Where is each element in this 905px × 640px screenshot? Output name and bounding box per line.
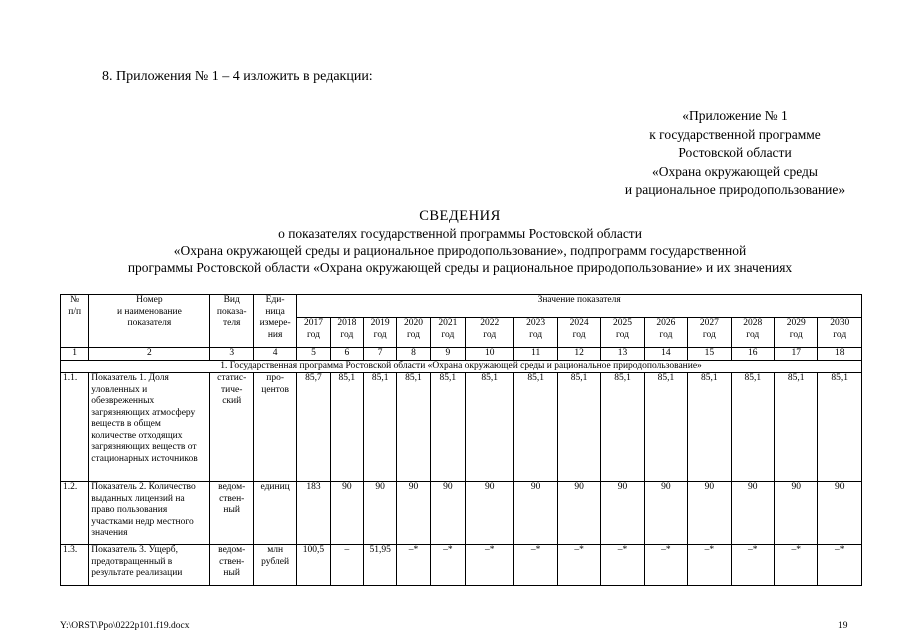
- column-number: 4: [253, 348, 296, 361]
- row-value: 90: [514, 482, 557, 545]
- header-year-word: год: [340, 329, 354, 340]
- row-value: –*: [774, 545, 817, 586]
- row-value: 85,1: [514, 373, 557, 482]
- appendix-line: Ростовской области: [678, 145, 792, 160]
- column-number: 8: [397, 348, 430, 361]
- row-value: –*: [397, 545, 430, 586]
- row-value: 90: [731, 482, 774, 545]
- table-row: [61, 545, 862, 586]
- header-year-value: 2030: [830, 318, 850, 328]
- column-number: 16: [731, 348, 774, 361]
- header-year-value: 2023: [526, 318, 546, 328]
- column-number: 15: [688, 348, 731, 361]
- table-row: [61, 373, 862, 482]
- row-value: 85,1: [363, 373, 396, 482]
- row-value: 85,1: [731, 373, 774, 482]
- header-year-value: 2024: [569, 318, 589, 328]
- heading-line: программы Ростовской области «Охрана окружающей среды и рациональное природопользование» и их значениях: [127, 260, 793, 275]
- header-year-value: 2020: [403, 318, 423, 328]
- row-value: 90: [557, 482, 600, 545]
- table-header-row: [61, 295, 862, 318]
- heading-line: о показателях государственной программы Ростовской области: [278, 226, 642, 241]
- row-indicator-name: Показатель 2. Количество выданных лицензий на право пользования участками недр местного значения: [89, 482, 210, 545]
- document-heading: [40, 208, 880, 276]
- row-value: 85,1: [688, 373, 731, 482]
- header-year-word: год: [529, 329, 543, 340]
- header-year-word: год: [406, 329, 420, 340]
- column-number: 7: [363, 348, 396, 361]
- heading-title: СВЕДЕНИЯ: [419, 208, 501, 224]
- table-row: [61, 482, 862, 545]
- appendix-line: и рациональное природопользование»: [624, 182, 846, 197]
- row-unit: млн рублей: [253, 545, 296, 586]
- row-value: 100,5: [297, 545, 330, 586]
- section-row: [61, 360, 862, 373]
- column-number: 14: [644, 348, 687, 361]
- header-values: Значение показателя: [297, 295, 862, 318]
- header-year-word: год: [659, 329, 673, 340]
- appendix-line: к государственной программе: [649, 126, 821, 142]
- column-number: 10: [465, 348, 513, 361]
- row-indicator-name: Показатель 3. Ущерб, предотвращенный в результате реализации: [89, 545, 210, 586]
- column-number: 13: [601, 348, 644, 361]
- row-value: 51,95: [363, 545, 396, 586]
- row-value: –*: [430, 545, 465, 586]
- row-unit: про- центов: [253, 373, 296, 482]
- column-number: 11: [514, 348, 557, 361]
- row-number: 1.1.: [61, 373, 89, 482]
- row-value: 85,1: [644, 373, 687, 482]
- header-year-value: 2019: [370, 318, 390, 328]
- column-number: 2: [89, 348, 210, 361]
- row-value: –*: [601, 545, 644, 586]
- row-value: –*: [818, 545, 862, 586]
- header-year-value: 2017: [303, 318, 323, 328]
- row-value: –*: [644, 545, 687, 586]
- appendix-line: «Охрана окружающей среды: [652, 163, 818, 179]
- row-value: 85,1: [601, 373, 644, 482]
- header-year-value: 2021: [438, 318, 458, 328]
- section-title: 1. Государственная программа Ростовской области «Охрана окружающей среды и рациональное природопользование»: [61, 360, 862, 373]
- row-value: –*: [514, 545, 557, 586]
- row-value: –*: [731, 545, 774, 586]
- intro-text: 8. Приложения № 1 – 4 изложить в редакции:: [102, 69, 373, 84]
- header-year: [465, 318, 513, 348]
- row-value: 90: [330, 482, 363, 545]
- column-number: 3: [210, 348, 253, 361]
- row-value: 85,7: [297, 373, 330, 482]
- column-number: 18: [818, 348, 862, 361]
- row-unit: единиц: [253, 482, 296, 545]
- header-year-word: год: [483, 329, 497, 340]
- row-indicator-type: статис- тиче- ский: [210, 373, 253, 482]
- header-year: [731, 318, 774, 348]
- header-year-word: год: [746, 329, 760, 340]
- column-number: 1: [61, 348, 89, 361]
- header-year: [644, 318, 687, 348]
- header-year-value: 2026: [656, 318, 676, 328]
- row-value: 90: [644, 482, 687, 545]
- row-value: 85,1: [465, 373, 513, 482]
- header-year: [601, 318, 644, 348]
- header-year: [430, 318, 465, 348]
- row-value: 90: [601, 482, 644, 545]
- row-value: 90: [465, 482, 513, 545]
- footer-file-path: Y:\ORST\Ppo\0222p101.f19.docx: [60, 621, 190, 631]
- header-num: № п/п: [61, 295, 89, 348]
- row-value: 85,1: [818, 373, 862, 482]
- header-year-value: 2029: [786, 318, 806, 328]
- row-value: 90: [363, 482, 396, 545]
- row-value: 85,1: [557, 373, 600, 482]
- header-year-value: 2022: [480, 318, 500, 328]
- footer-page-number: 19: [838, 621, 848, 631]
- heading-line: «Охрана окружающей среды и рациональное природопользование», подпрограмм государственной: [173, 243, 747, 258]
- row-value: 90: [774, 482, 817, 545]
- header-year: [774, 318, 817, 348]
- row-value: 183: [297, 482, 330, 545]
- header-year: [397, 318, 430, 348]
- header-year: [514, 318, 557, 348]
- row-number: 1.3.: [61, 545, 89, 586]
- header-year: [818, 318, 862, 348]
- row-value: –*: [465, 545, 513, 586]
- column-number: 9: [430, 348, 465, 361]
- row-value: 85,1: [330, 373, 363, 482]
- header-name: Номер и наименование показателя: [89, 295, 210, 348]
- row-indicator-type: ведом- ствен- ный: [210, 545, 253, 586]
- appendix-line: «Приложение № 1: [682, 108, 788, 123]
- header-year-word: год: [702, 329, 716, 340]
- column-number: 12: [557, 348, 600, 361]
- header-unit: Еди- ница измере- ния: [253, 295, 296, 348]
- header-year: [557, 318, 600, 348]
- indicators-table: [60, 294, 862, 586]
- header-type: Вид показа- теля: [210, 295, 253, 348]
- header-year-value: 2027: [699, 318, 719, 328]
- header-year-word: год: [572, 329, 586, 340]
- header-year: [688, 318, 731, 348]
- row-indicator-type: ведом- ствен- ный: [210, 482, 253, 545]
- header-year-word: год: [441, 329, 455, 340]
- header-year-value: 2028: [743, 318, 763, 328]
- header-year-word: год: [616, 329, 629, 340]
- column-number: 6: [330, 348, 363, 361]
- row-value: 85,1: [430, 373, 465, 482]
- header-year-word: год: [833, 329, 847, 340]
- appendix-header: [580, 107, 890, 200]
- row-number: 1.2.: [61, 482, 89, 545]
- header-year: [363, 318, 396, 348]
- row-value: –*: [557, 545, 600, 586]
- row-indicator-name: Показатель 1. Доля уловленных и обезвреженных загрязняющих атмосферу веществ в общем количестве отходящих загрязняющих веществ от стационарных источников: [89, 373, 210, 482]
- column-number-row: [61, 348, 862, 361]
- header-year-word: год: [789, 329, 803, 340]
- header-year: [330, 318, 363, 348]
- row-value: 90: [818, 482, 862, 545]
- header-year-value: 2025: [613, 318, 632, 328]
- header-year-word: год: [307, 329, 320, 340]
- row-value: 90: [688, 482, 731, 545]
- row-value: –: [330, 545, 363, 586]
- row-value: 90: [430, 482, 465, 545]
- header-year-word: год: [373, 329, 387, 340]
- row-value: 85,1: [774, 373, 817, 482]
- table-body: [61, 295, 862, 586]
- header-year: [297, 318, 330, 348]
- header-year-value: 2018: [337, 318, 357, 328]
- column-number: 17: [774, 348, 817, 361]
- row-value: 85,1: [397, 373, 430, 482]
- row-value: –*: [688, 545, 731, 586]
- row-value: 90: [397, 482, 430, 545]
- column-number: 5: [297, 348, 330, 361]
